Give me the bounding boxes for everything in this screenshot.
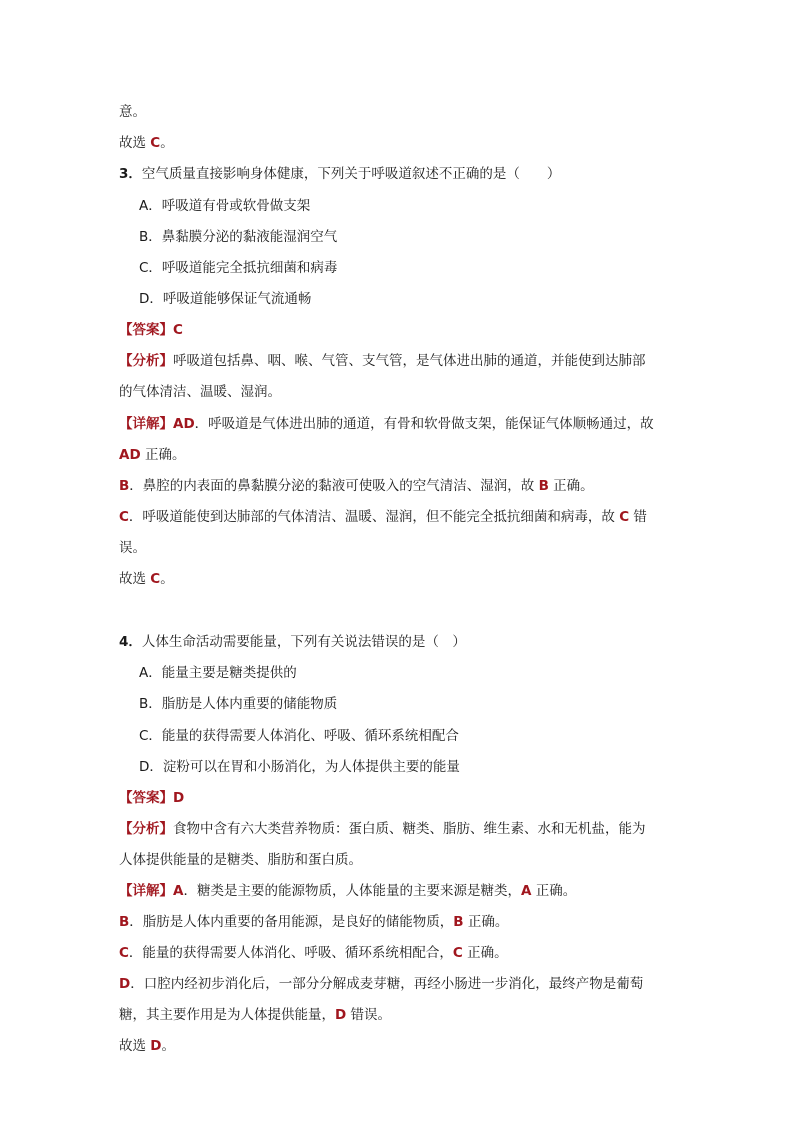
answer-value: D [173,790,185,806]
punct: 。 [160,135,174,151]
question-3-analysis [119,351,679,371]
detail-text: 正确。 [531,883,577,899]
detail-text: ．糖类是主要的能源物质，人体能量的主要来源是糖类， [183,883,521,899]
option-ref: D [335,1007,347,1023]
answer-label: 【答案】 [119,322,173,338]
question-3-answer [119,320,679,340]
question-3-stem [119,164,679,184]
question-4-stem [119,632,679,652]
question-4-answer [119,788,679,808]
question-4-detail-3 [119,943,679,963]
select-value: D [150,1038,162,1054]
question-3-detail-3-cont: 误。 [119,540,146,556]
option-ref: B [538,478,549,494]
question-4-analysis [119,819,679,839]
option-ref: A [520,883,532,899]
question-4-option-d: D．淀粉可以在胃和小肠消化，为人体提供主要的能量 [139,759,460,775]
question-3-select [119,569,679,589]
detail-text: 正确。 [462,945,508,961]
detail-text: ．脂肪是人体内重要的备用能源，是良好的储能物质， [129,914,454,930]
question-3-option-b: B．鼻黏膜分泌的黏液能湿润空气 [139,229,338,245]
select-label: 故选 [119,135,151,151]
punct: 。 [160,571,174,587]
question-3-option-a: A．呼吸道有骨或软骨做支架 [139,198,311,214]
detail-text: ．能量的获得需要人体消化、呼吸、循环系统相配合， [128,945,453,961]
detail-text: 糖，其主要作用是为人体提供能量， [119,1007,335,1023]
detail-text: 正确。 [548,478,594,494]
question-3-detail-1-cont [119,445,679,465]
option-ref: B [119,914,130,930]
answer-label: 【答案】 [119,790,173,806]
continuation-text: 意。 [119,104,146,120]
question-4-detail-2 [119,912,679,932]
select-label: 故选 [119,571,151,587]
answer-select-line [119,133,679,153]
detail-text: 正确。 [463,914,509,930]
select-value: C [150,135,161,151]
question-3-detail-3 [119,507,679,527]
option-ref: AD [173,416,195,432]
question-3-detail-2 [119,476,679,496]
analysis-text: 食物中含有六大类营养物质：蛋白质、糖类、脂肪、维生素、水和无机盐，能为 [173,821,646,837]
option-ref: C [119,945,129,961]
question-4-detail-4 [119,974,679,994]
question-number: 3． [119,166,142,182]
question-4-detail-1 [119,881,679,901]
detail-text: ．呼吸道能使到达肺部的气体清洁、温暖、湿润，但不能完全抵抗细菌和病毒，故 [128,509,620,525]
detail-text: ．鼻腔的内表面的鼻黏膜分泌的黏液可使吸入的空气清洁、湿润，故 [129,478,539,494]
question-text: 空气质量直接影响身体健康，下列关于呼吸道叙述不正确的是（ ） [141,166,561,182]
option-ref: C [452,945,463,961]
detail-text: 正确。 [140,447,186,463]
question-4-option-c: C．能量的获得需要人体消化、呼吸、循环系统相配合 [139,728,459,744]
answer-value: C [173,322,183,338]
option-ref: B [453,914,464,930]
detail-label: 【详解】 [119,416,173,432]
option-ref: B [119,478,130,494]
punct: 。 [161,1038,176,1054]
option-ref: AD [119,447,141,463]
analysis-label: 【分析】 [119,353,173,369]
select-label: 故选 [119,1038,151,1054]
option-ref: C [119,509,129,525]
question-4-option-a: A．能量主要是糖类提供的 [139,665,297,681]
text-line [119,102,679,122]
detail-text: 错 [629,509,647,525]
question-4-select [119,1036,679,1056]
analysis-label: 【分析】 [119,821,173,837]
detail-text: 错误。 [346,1007,392,1023]
detail-label: 【详解】 [119,883,173,899]
question-text: 人体生命活动需要能量，下列有关说法错误的是（ ） [141,634,466,650]
question-3-option-c: C．呼吸道能完全抵抗细菌和病毒 [139,260,338,276]
question-4-option-b: B．脂肪是人体内重要的储能物质 [139,696,338,712]
question-3-detail-1 [119,414,679,434]
option-ref: A [173,883,184,899]
option-ref: D [119,976,131,992]
detail-text: ．口腔内经初步消化后，一部分分解成麦芽糖，再经小肠进一步消化，最终产物是葡萄 [130,976,644,992]
question-number: 4． [119,634,142,650]
question-3-analysis-cont: 的气体清洁、温暖、湿润。 [119,384,281,400]
question-4-detail-4-cont [119,1005,679,1025]
select-value: C [150,571,161,587]
analysis-text: 呼吸道包括鼻、咽、喉、气管、支气管，是气体进出肺的通道，并能使到达肺部 [173,353,646,369]
question-3-option-d: D．呼吸道能够保证气流通畅 [139,291,312,307]
detail-text: ．呼吸道是气体进出肺的通道，有骨和软骨做支架，能保证气体顺畅通过，故 [194,416,654,432]
option-ref: C [619,509,630,525]
question-4-analysis-cont: 人体提供能量的是糖类、脂肪和蛋白质。 [119,852,362,868]
